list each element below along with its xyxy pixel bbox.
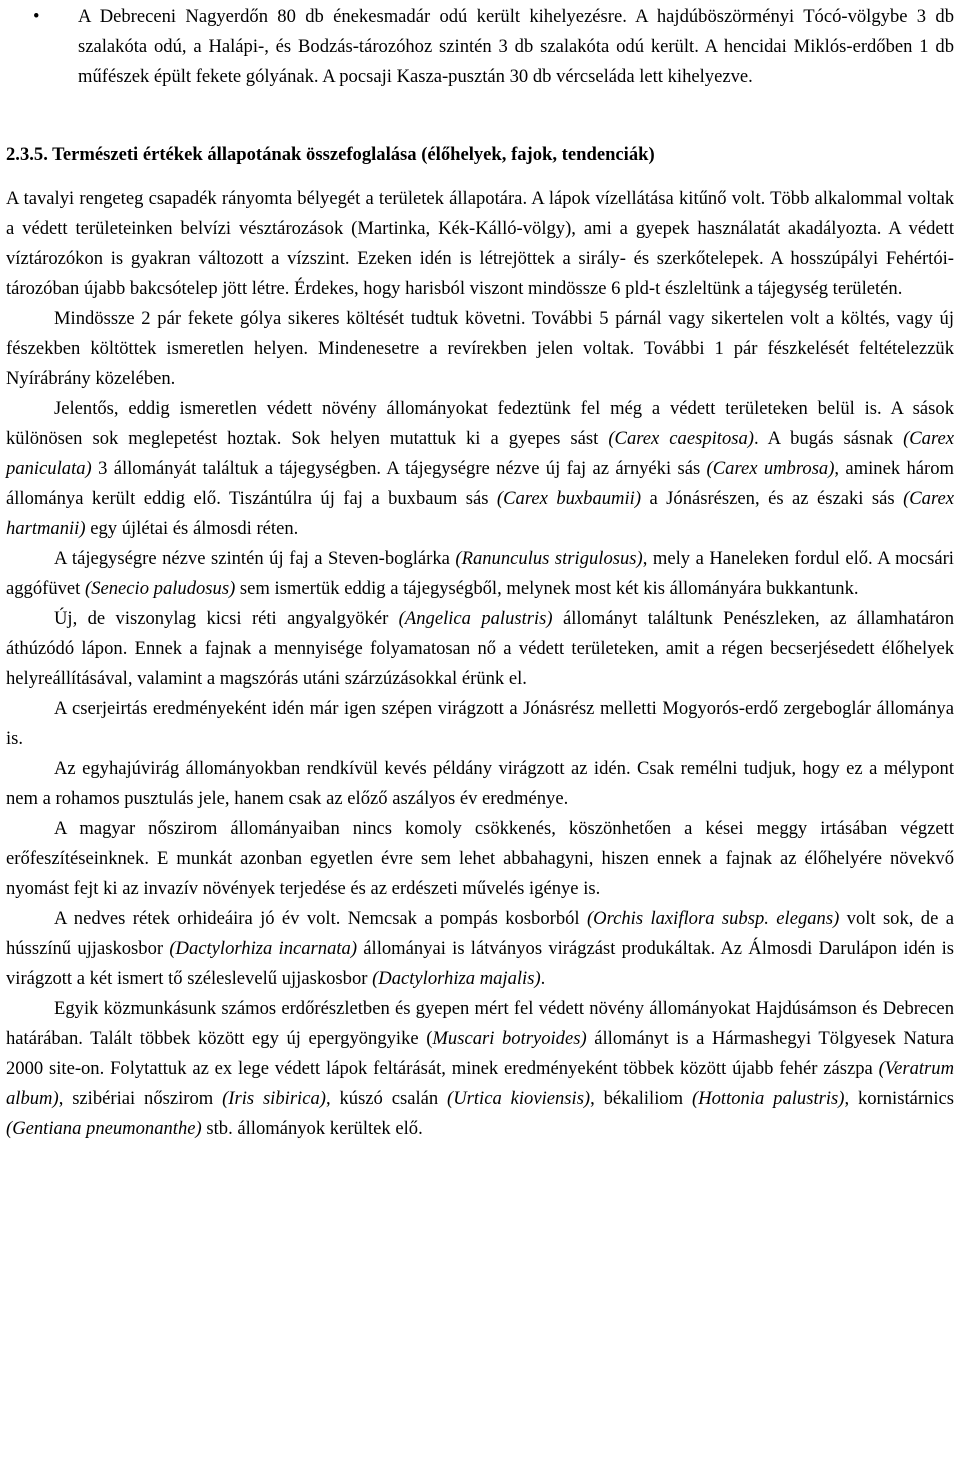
section-heading: 2.3.5. Természeti értékek állapotának összefoglalása (élőhelyek, fajok, tendenciák) (6, 144, 655, 165)
paragraph (6, 694, 954, 754)
paragraph (6, 904, 954, 994)
species-name: (Ranunculus strigulosus) (455, 548, 643, 569)
text-run: állományt találtunk Penészleken, az államhatáron áthúzódó lápon. Ennek a fajnak a mennyisége folyamatosan nő a védett területeken, amit a régen becserjésedett élőhelyek helyreállításával, valamint a magszórás utáni szárzúzásokkal érünk el. (6, 608, 954, 689)
bullet-icon: • (33, 6, 40, 27)
text-run: volt sok, de a hússzínű ujjaskosbor (6, 908, 954, 959)
species-name: (Iris sibirica) (222, 1088, 326, 1109)
text-run: Mindössze 2 pár fekete gólya sikeres költését tudtuk követni. További 5 párnál vagy sikertelen volt a költés, vagy új fészekben költöttek ismeretlen helyen. Mindenesetre a revírekben jelen voltak. További 1 pár fészkelését feltételezzük Nyírábrány közelében. (6, 308, 954, 389)
species-name: (Carex caespitosa) (608, 428, 754, 449)
species-name: (Carex buxbaumii) (496, 488, 642, 509)
text-run: A cserjeirtás eredményeként idén már igen szépen virágzott a Jónásrész melletti Mogyorós-erdő zergeboglár állománya is. (6, 698, 954, 749)
text-run: egy újlétai és álmosdi réten. (85, 518, 299, 539)
text-run: , kúszó csalán (325, 1088, 448, 1109)
bullet-text: A Debreceni Nagyerdőn 80 db énekesmadár odú került kihelyezésre. A hajdúböszörményi Tócó-völgybe 3 db szalakóta odú, a Halápi-, és Bodzás-tározóhoz szintén 3 db szalakóta odú került. A hencidai Miklós-erdőben 1 db műfészek épült fekete gólyának. A pocsaji Kasza-pusztán 30 db vércseláda lett kihelyezve. (78, 6, 954, 87)
species-name: (Dactylorhiza majalis) (372, 968, 541, 989)
text-run: Jelentős, eddig ismeretlen védett növény állományokat fedeztünk fel még a védett területeken belül is. A sások különösen sok meglepetést hoztak. Sok helyen mutattuk ki a gyepes sást (6, 398, 954, 449)
text-run: 3 állományát találtuk a tájegységben. A tájegységre nézve új faj az árnyéki sás (91, 458, 707, 479)
text-run: sem ismertük eddig a tájegységből, melynek most két kis állományára bukkantunk. (235, 578, 859, 599)
paragraph (6, 304, 954, 394)
text-run: , mely a Haneleken fordul elő. A mocsári aggófüvet (6, 548, 954, 599)
species-name: (Angelica palustris) (398, 608, 553, 629)
species-name: (Carex hartmanii) (6, 488, 955, 539)
species-name: (Hottonia palustris) (692, 1088, 845, 1109)
paragraph (6, 604, 954, 694)
species-name: (Gentiana pneumonanthe) (6, 1118, 202, 1139)
text-run: Az egyhajúvirág állományokban rendkívül kevés példány virágzott az idén. Csak remélni tudjuk, hogy ez a mélypont nem a rohamos pusztulás jele, hanem csak az előző aszályos év eredménye. (6, 758, 954, 809)
species-name: (Carex paniculata) (6, 428, 955, 479)
paragraph (6, 184, 954, 304)
text-run: A tavalyi rengeteg csapadék rányomta bélyegét a területek állapotára. A lápok vízellátása kitűnő volt. Több alkalommal voltak a védett területeinken belvízi vésztározások (Martinka, Kék-Kálló-völgy), ami a gyepek használatát akadályozta. A védett víztározókon is gyakran változott a vízszint. Ezeken idén is létrejöttek a sirály- és szerkőtelepek. A hosszúpályi Fehértói-tározóban újabb bakcsótelep jött létre. Érdekes, hogy harisból viszont mindössze 6 pld-t észleltünk a tájegység területén. (6, 188, 954, 299)
species-name: (Dactylorhiza incarnata) (169, 938, 358, 959)
species-name: (Orchis laxiflora subsp. elegans) (586, 908, 840, 929)
text-run: A nedves rétek orhideáira jó év volt. Nemcsak a pompás kosborból (54, 908, 587, 929)
species-name: (Urtica kioviensis) (447, 1088, 591, 1109)
species-name: (Senecio paludosus) (85, 578, 236, 599)
paragraph (6, 994, 954, 1144)
text-run: stb. állományok kerültek elő. (201, 1118, 423, 1139)
species-name: Muscari botryoides) (432, 1028, 587, 1049)
text-run: Egyik közmunkásunk számos erdőrészletben és gyepen mért fel védett növény állományokat Hajdúsámson és Debrecen határában. Talált többek között egy új epergyöngyike ( (6, 998, 954, 1049)
text-run: A tájegységre nézve szintén új faj a Steven-boglárka (54, 548, 456, 569)
text-run: állományai is látványos virágzást produkáltak. Az Álmosdi Darulápon idén is virágzott a két ismert tő széleslevelű ujjaskosbor (6, 938, 955, 989)
text-run: , aminek három állománya került eddig elő. Tiszántúlra új faj a buxbaum sás (6, 458, 954, 509)
text-run: Új, de viszonylag kicsi réti angyalgyökér (54, 608, 399, 629)
bullet-item (6, 2, 954, 92)
paragraph (6, 544, 954, 604)
text-run: , kornistárnics (844, 1088, 954, 1109)
text-run: a Jónásrészen, és az északi sás (641, 488, 904, 509)
paragraph (6, 814, 954, 904)
paragraph (6, 394, 954, 544)
text-run: állományt is a Hármashegyi Tölgyesek Natura 2000 site-on. Folytattuk az ex lege védett lápok feltárását, minek eredményeként többek között újabb fehér zászpa (6, 1028, 954, 1079)
text-run: A magyar nőszirom állományaiban nincs komoly csökkenés, köszönhetően a kései meggy irtásában végzett erőfeszítéseinknek. E munkát azonban egyetlen évre sem lehet abbahagyni, hiszen ennek a fajnak az élőhelyére növekvő nyomást fejt ki az invazív növények terjedése és az erdészeti művelés igénye is. (6, 818, 954, 899)
species-name: (Veratrum album) (6, 1058, 954, 1109)
text-run: , szibériai nőszirom (58, 1088, 223, 1109)
text-run: . A bugás sásnak (754, 428, 904, 449)
text-run: , békaliliom (590, 1088, 692, 1109)
species-name: (Carex umbrosa) (706, 458, 835, 479)
paragraph (6, 754, 954, 814)
text-run: . (540, 968, 546, 989)
body-text (6, 184, 954, 1144)
